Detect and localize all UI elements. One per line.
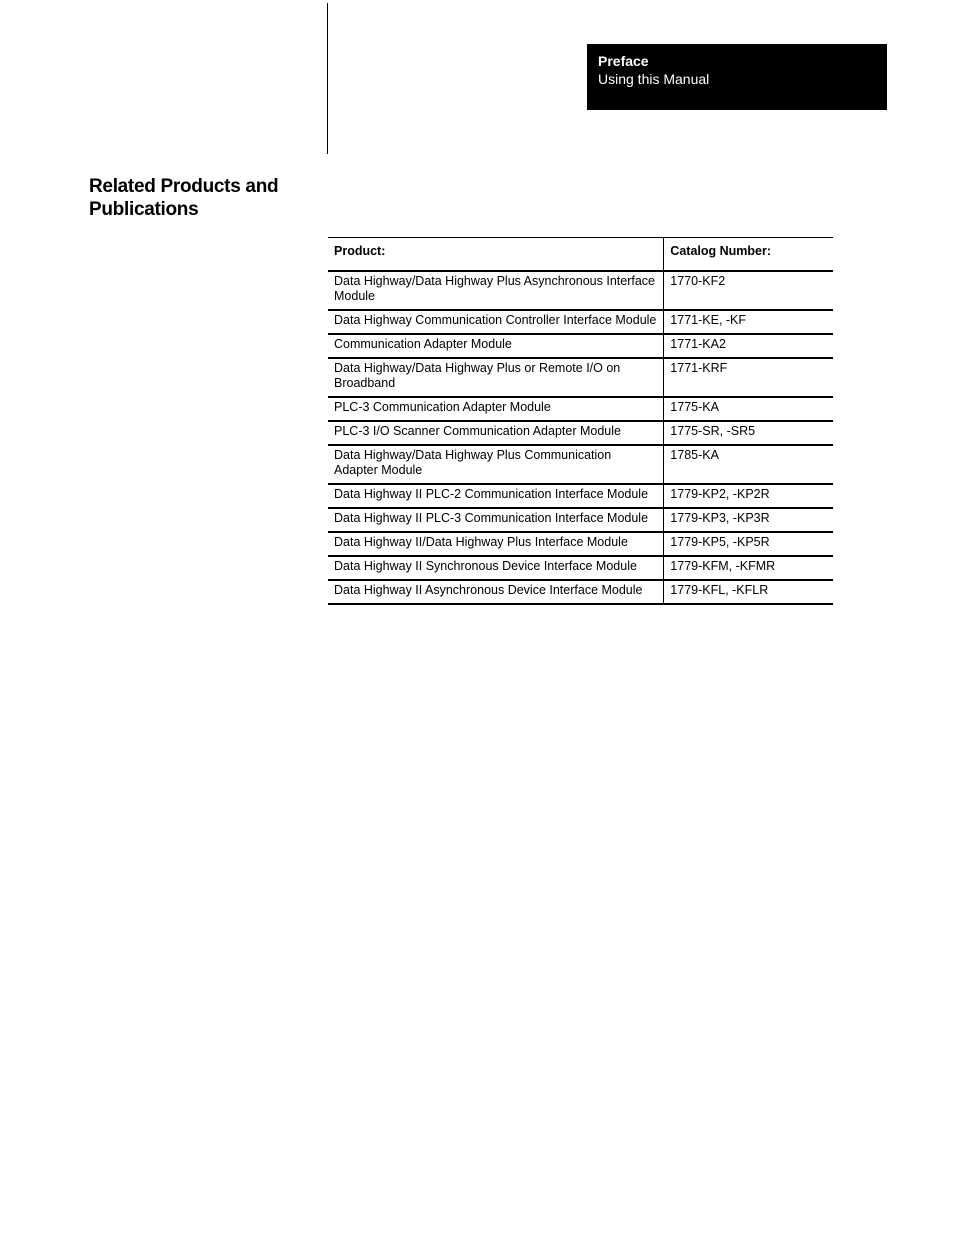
column-header-product: Product: [328, 238, 664, 271]
product-cell: Communication Adapter Module [328, 334, 664, 358]
product-cell: Data Highway/Data Highway Plus Communication Adapter Module [328, 445, 664, 484]
product-cell: Data Highway II PLC-3 Communication Interface Module [328, 508, 664, 532]
product-cell: Data Highway II/Data Highway Plus Interface Module [328, 532, 664, 556]
catalog-number-cell: 1779-KFL, -KFLR [664, 580, 833, 604]
product-cell: PLC-3 I/O Scanner Communication Adapter Module [328, 421, 664, 445]
catalog-number-cell: 1779-KP2, -KP2R [664, 484, 833, 508]
product-cell: Data Highway II Synchronous Device Interface Module [328, 556, 664, 580]
running-header [587, 44, 887, 110]
table-row [328, 508, 833, 532]
catalog-number-cell: 1771-KRF [664, 358, 833, 397]
table-row [328, 556, 833, 580]
table-row [328, 334, 833, 358]
header-chapter: Preface [598, 53, 649, 69]
related-products-table [328, 237, 833, 605]
table-row [328, 445, 833, 484]
catalog-number-cell: 1771-KA2 [664, 334, 833, 358]
header-subtitle: Using this Manual [598, 71, 710, 87]
table-row [328, 358, 833, 397]
catalog-number-cell: 1785-KA [664, 445, 833, 484]
table-row [328, 580, 833, 604]
section-title: Related Products and Publications [89, 176, 279, 220]
catalog-number-cell: 1775-KA [664, 397, 833, 421]
catalog-number-cell: 1775-SR, -SR5 [664, 421, 833, 445]
table-row [328, 532, 833, 556]
column-header-catalog-number: Catalog Number: [664, 238, 833, 271]
product-cell: Data Highway/Data Highway Plus or Remote I/O on Broadband [328, 358, 664, 397]
product-cell: PLC-3 Communication Adapter Module [328, 397, 664, 421]
table-row [328, 397, 833, 421]
catalog-number-cell: 1779-KP5, -KP5R [664, 532, 833, 556]
product-cell: Data Highway II PLC-2 Communication Interface Module [328, 484, 664, 508]
table-row [328, 484, 833, 508]
product-cell: Data Highway II Asynchronous Device Interface Module [328, 580, 664, 604]
table-row [328, 421, 833, 445]
table-header-row [328, 238, 833, 271]
product-cell: Data Highway/Data Highway Plus Asynchronous Interface Module [328, 271, 664, 310]
catalog-number-cell: 1779-KFM, -KFMR [664, 556, 833, 580]
catalog-number-cell: 1770-KF2 [664, 271, 833, 310]
table-row [328, 271, 833, 310]
product-cell: Data Highway Communication Controller Interface Module [328, 310, 664, 334]
catalog-number-cell: 1779-KP3, -KP3R [664, 508, 833, 532]
catalog-number-cell: 1771-KE, -KF [664, 310, 833, 334]
margin-rule [327, 3, 328, 154]
table-row [328, 310, 833, 334]
